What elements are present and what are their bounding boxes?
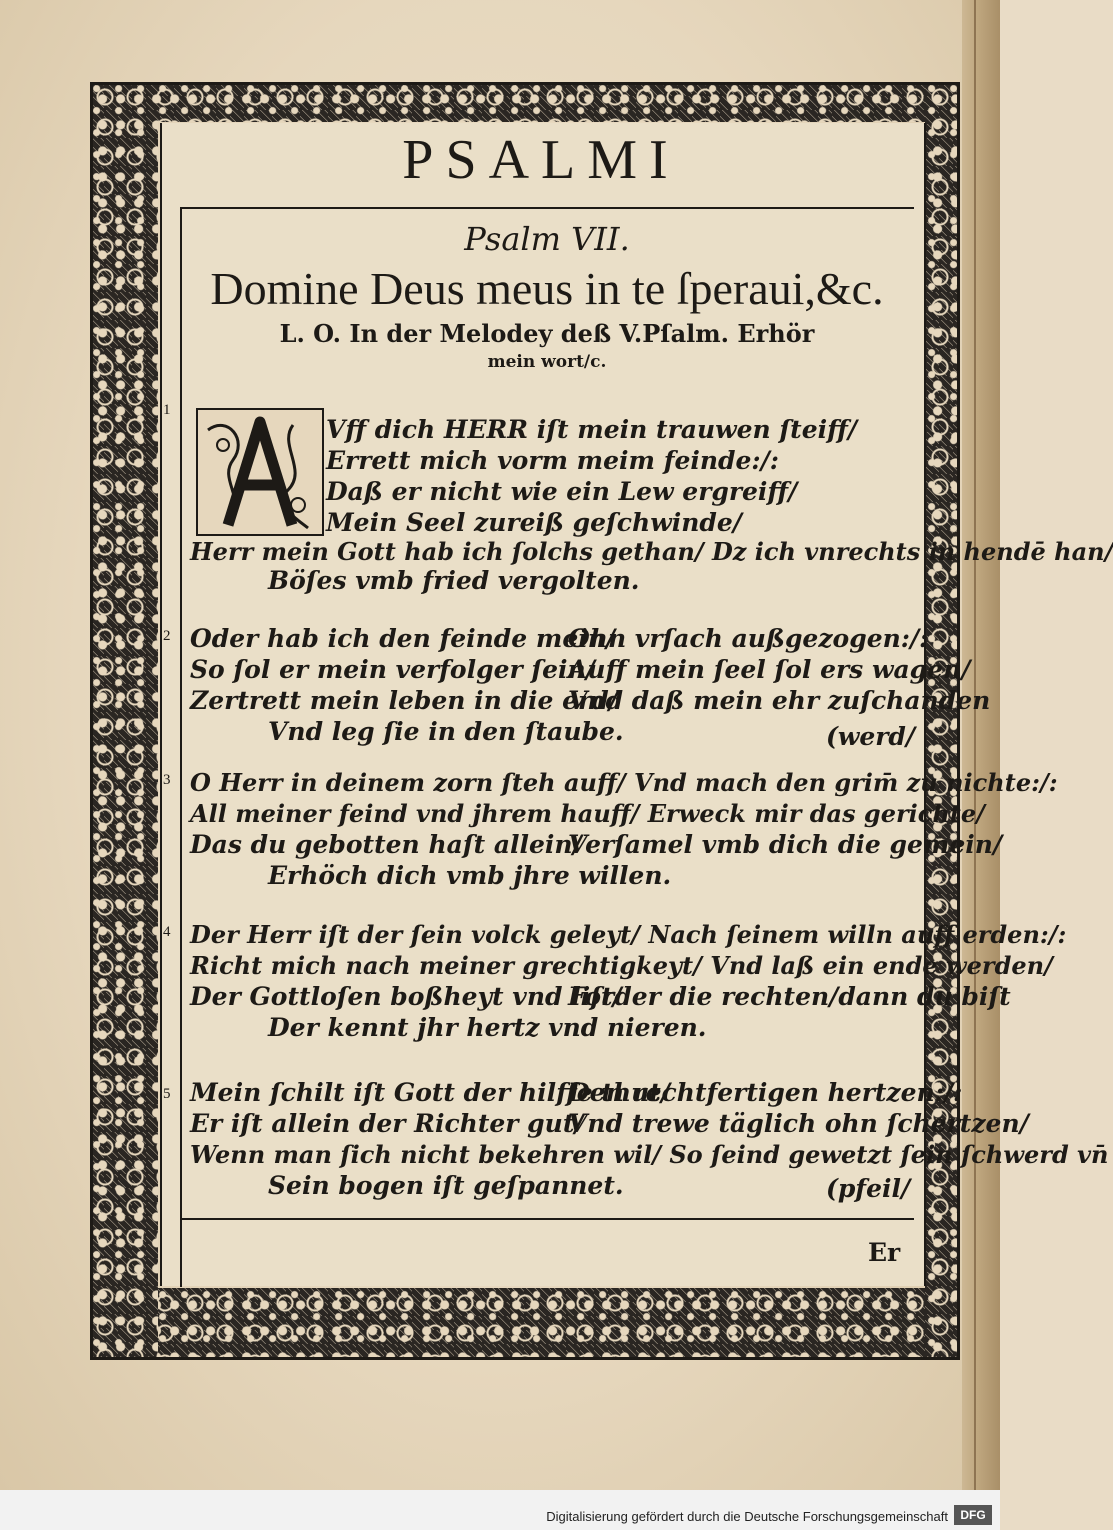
verse-line: Mein Seel zureiß geſchwinde/ bbox=[326, 508, 742, 537]
verse-number: 3 bbox=[163, 772, 171, 788]
melody-note bbox=[180, 320, 914, 376]
page-edge bbox=[974, 0, 976, 1490]
verse-line: Sein bogen iſt geſpannet. bbox=[268, 1171, 624, 1200]
verse-line: Das du gebotten haſt allein/ bbox=[190, 830, 582, 859]
footer-credit: Digitalisierung gefördert durch die Deutsche Forschungsgemeinschaft bbox=[546, 1509, 948, 1524]
verse-line: Ohn vrſach außgezogen:/: bbox=[568, 624, 929, 653]
verse-line: Richt mich nach meiner grechtigkeyt/ Vnd laß ein ende werden/ bbox=[190, 951, 1053, 980]
verse-number: 2 bbox=[163, 628, 171, 644]
verse-line: Oder hab ich den feinde mein/ bbox=[190, 624, 616, 653]
verse-line: Auff mein ſeel ſol ers wagen/ bbox=[568, 655, 971, 684]
psalm-number: Psalm VII. bbox=[464, 220, 630, 258]
verse-number: 1 bbox=[163, 402, 171, 418]
catchword: Er bbox=[868, 1238, 901, 1267]
verse-number: 4 bbox=[163, 924, 171, 940]
verse-line: (werd/ bbox=[826, 722, 916, 751]
verse-line: Vnd trewe täglich ohn ſchertzen/ bbox=[568, 1109, 1029, 1138]
verse-line: Vnd leg ſie in den ſtaube. bbox=[268, 717, 624, 746]
verse-line: Vff dich HERR iſt mein trauwen ſteiff/ bbox=[326, 415, 857, 444]
header-rule bbox=[180, 207, 914, 209]
decorated-initial-icon bbox=[196, 408, 324, 536]
melody-line-2: mein wort/c. bbox=[487, 352, 607, 372]
verse-line: Wenn man ſich nicht bekehren wil/ So ſeind gewetzt ſein ſchwerd vn̄ bbox=[190, 1140, 1109, 1169]
verse-line: So ſol er mein verfolger ſein/ bbox=[190, 655, 595, 684]
verse-line: Verſamel vmb dich die gemein/ bbox=[568, 830, 1003, 859]
verse-line: O Herr in deinem zorn ſteh auff/ Vnd mach den grim̄ zu nichte:/: bbox=[190, 768, 1058, 797]
verse-line: Forder die rechten/dann du biſt bbox=[568, 982, 1011, 1011]
verse-line: (pfeil/ bbox=[826, 1174, 911, 1203]
verse-line: Böſes vmb fried vergolten. bbox=[268, 566, 640, 595]
verse-line: Erhöch dich vmb jhre willen. bbox=[268, 861, 672, 890]
verse-line: Herr mein Gott hab ich ſolchs gethan/ Dz ich vnrechts in hendē han/ bbox=[190, 537, 1113, 566]
verse-number: 5 bbox=[163, 1086, 171, 1102]
book-gutter bbox=[962, 0, 1000, 1490]
dfg-logo-icon: DFG bbox=[954, 1505, 992, 1525]
verse-line: Errett mich vorm meim feinde:/: bbox=[326, 446, 780, 475]
verse-line: Der Gottloſen boßheyt vnd liſt/ bbox=[190, 982, 622, 1011]
verse-line: Vnd daß mein ehr zuſchanden bbox=[568, 686, 991, 715]
running-head: PSALMI bbox=[402, 129, 680, 191]
verse-line: Der kennt jhr hertz vnd nieren. bbox=[268, 1013, 707, 1042]
verse-line: All meiner feind vnd jhrem hauff/ Erweck mir das gerichte/ bbox=[190, 799, 985, 828]
verse-line: Den rechtfertigen hertzen:/: bbox=[568, 1078, 963, 1107]
verse-line: Mein ſchilt iſt Gott der hilffe thut/ bbox=[190, 1078, 670, 1107]
psalm-title: Domine Deus meus in te ſperaui,&c. bbox=[210, 263, 884, 314]
melody-line-1: L. O. In der Melodey deß V.Pſalm. Erhör bbox=[279, 319, 815, 348]
verse-line: Daß er nicht wie ein Lew ergreiff/ bbox=[326, 477, 798, 506]
footer-rule bbox=[180, 1218, 914, 1220]
verse-line: Der Herr iſt der ſein volck geleyt/ Nach ſeinem willn auff erden:/: bbox=[190, 920, 1067, 949]
verse-line: Er iſt allein der Richter gut/ bbox=[190, 1109, 584, 1138]
verse-line: Zertrett mein leben in die erd/ bbox=[190, 686, 618, 715]
